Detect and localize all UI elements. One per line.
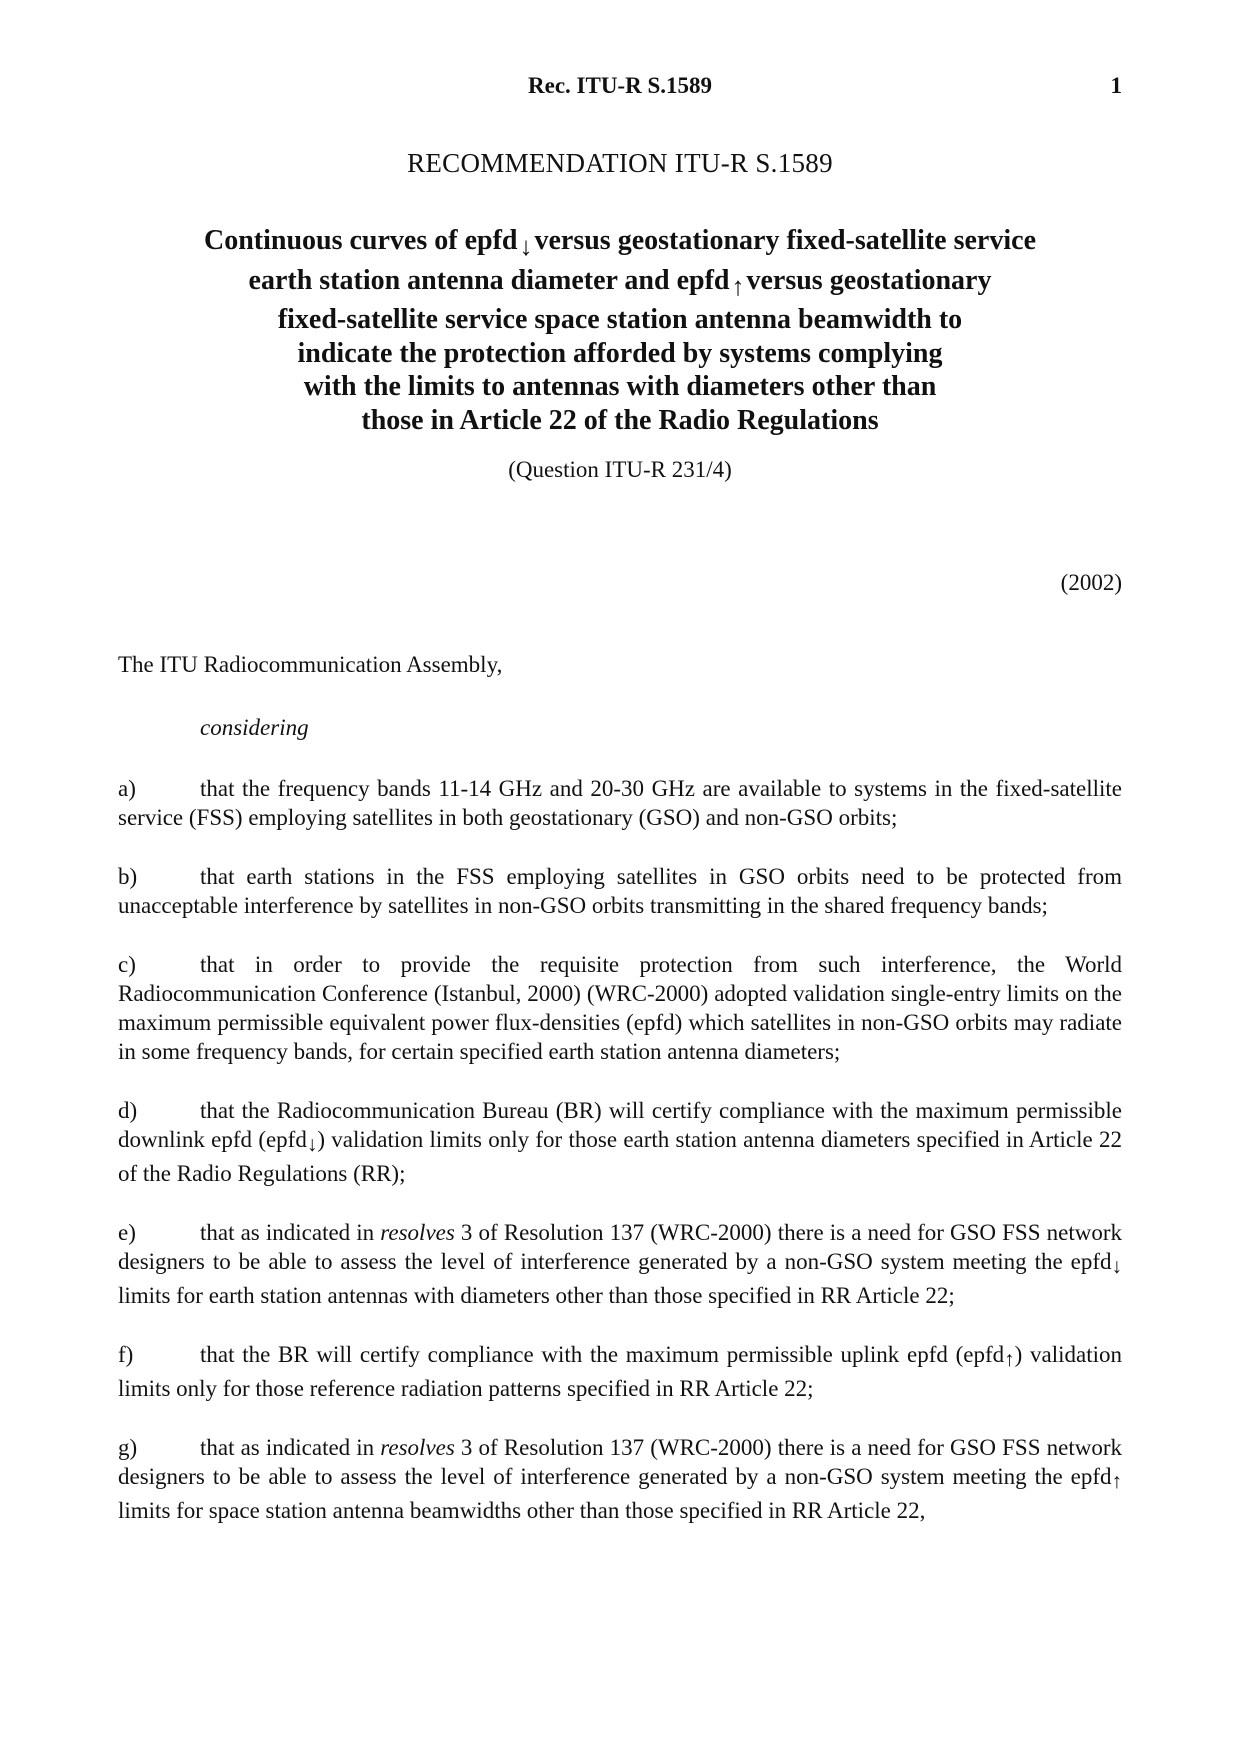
down-arrow-icon: ↓: [519, 232, 533, 261]
main-title: [120, 224, 1120, 437]
up-arrow-icon: ↑: [1004, 1347, 1015, 1371]
item-d: d) that the Radiocommunication Bureau (BR) will certify compliance with the maximum permissible downlink epfd (epfd↓) validation limits only for those earth station antenna diameters specified in Article 22 of the Radio Regulations (RR);: [118, 1098, 1122, 1186]
title-line-3: fixed-satellite service space station antenna beamwidth to: [277, 304, 963, 335]
title-line-6: those in Article 22 of the Radio Regulations: [361, 404, 879, 436]
considering-heading: considering: [200, 715, 309, 740]
item-a: a) that the frequency bands 11-14 GHz and 20-30 GHz are available to systems in the fixed-satellite service (FSS) employing satellites in both geostationary (GSO) and non-GSO orbits;: [118, 776, 1122, 830]
assembly-statement: The ITU Radiocommunication Assembly,: [118, 652, 503, 677]
page-number: 1: [1110, 73, 1122, 98]
question-reference: (Question ITU-R 231/4): [508, 457, 732, 482]
title-line-5: with the limits to antennas with diameters other than: [303, 371, 937, 402]
recommendation-title: RECOMMENDATION ITU-R S.1589: [407, 148, 833, 178]
item-g: g) that as indicated in resolves 3 of Resolution 137 (WRC-2000) there is a need for GSO FSS network designers to be able to assess the level of interference generated by a non-GSO system meeting the epfd↑ limits for space station antenna beamwidths other than those specified in RR Article 22,: [118, 1435, 1122, 1523]
title-line-4: indicate the protection afforded by systems complying: [297, 337, 943, 369]
up-arrow-icon: ↑: [731, 271, 745, 301]
down-arrow-icon: ↓: [1111, 1254, 1122, 1278]
down-arrow-icon: ↓: [306, 1132, 318, 1156]
up-arrow-icon: ↑: [1111, 1469, 1122, 1493]
considering-items: [118, 774, 1122, 1555]
item-b: b) that earth stations in the FSS employing satellites in GSO orbits need to be protected from unacceptable interference by satellites in non-GSO orbits transmitting in the shared frequency bands;: [118, 864, 1122, 918]
item-f: f) that the BR will certify compliance with the maximum permissible uplink epfd (epfd↑) validation limits only for those reference radiation patterns specified in RR Article 22;: [118, 1342, 1122, 1401]
title-line-2: earth station antenna diameter and epfd↑versus geostationary: [248, 264, 992, 301]
year: (2002): [1060, 570, 1122, 595]
header-title: Rec. ITU-R S.1589: [528, 73, 712, 98]
item-c: c) that in order to provide the requisite protection from such interference, the World Radiocommunication Conference (Istanbul, 2000) (WRC-2000) adopted validation single-entry limits on the maximum permissible equivalent power flux-densities (epfd) which satellites in non-GSO orbits may radiate in some frequency bands, for certain specified earth station antenna diameters;: [118, 952, 1122, 1064]
title-line-1: Continuous curves of epfd↓versus geostationary fixed-satellite service: [203, 225, 1036, 261]
item-e: e) that as indicated in resolves 3 of Resolution 137 (WRC-2000) there is a need for GSO FSS network designers to be able to assess the level of interference generated by a non-GSO system meeting the epfd↓ limits for earth station antennas with diameters other than those specified in RR Article 22;: [118, 1220, 1122, 1308]
